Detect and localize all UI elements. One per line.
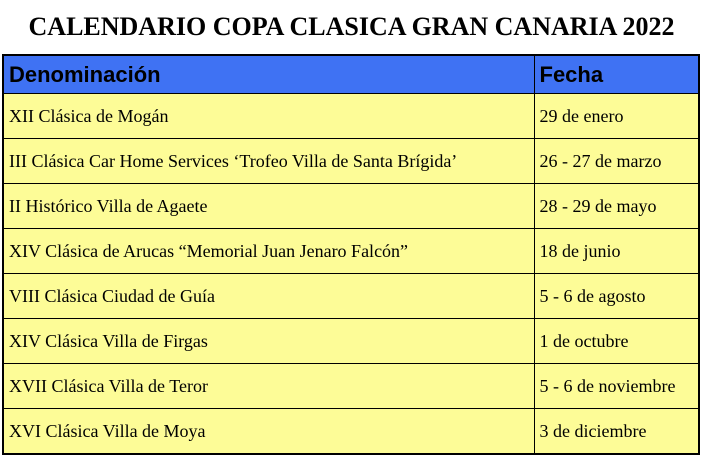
event-date: 29 de enero [534,94,699,139]
event-name: XII Clásica de Mogán [3,94,534,139]
event-date: 5 - 6 de agosto [534,274,699,319]
event-date: 3 de diciembre [534,409,699,455]
event-name: VIII Clásica Ciudad de Guía [3,274,534,319]
table-row [3,319,699,364]
table-row [3,229,699,274]
table-row [3,184,699,229]
event-name: XIV Clásica de Arucas “Memorial Juan Jenaro Falcón” [3,229,534,274]
page-title: CALENDARIO COPA CLASICA GRAN CANARIA 2022 [28,12,675,41]
event-name: III Clásica Car Home Services ‘Trofeo Villa de Santa Brígida’ [3,139,534,184]
table-row [3,364,699,409]
event-date: 28 - 29 de mayo [534,184,699,229]
table-row [3,274,699,319]
event-date: 5 - 6 de noviembre [534,364,699,409]
table-header-row [3,55,699,94]
header-denominacion: Denominación [3,55,534,94]
calendar-table [2,54,700,455]
event-date: 26 - 27 de marzo [534,139,699,184]
table-row [3,139,699,184]
event-name: XVII Clásica Villa de Teror [3,364,534,409]
event-name: XIV Clásica Villa de Firgas [3,319,534,364]
event-name: II Histórico Villa de Agaete [3,184,534,229]
calendar-table-container [2,54,698,455]
event-name: XVI Clásica Villa de Moya [3,409,534,455]
table-row [3,94,699,139]
event-date: 1 de octubre [534,319,699,364]
event-date: 18 de junio [534,229,699,274]
table-row [3,409,699,455]
header-fecha: Fecha [534,55,699,94]
